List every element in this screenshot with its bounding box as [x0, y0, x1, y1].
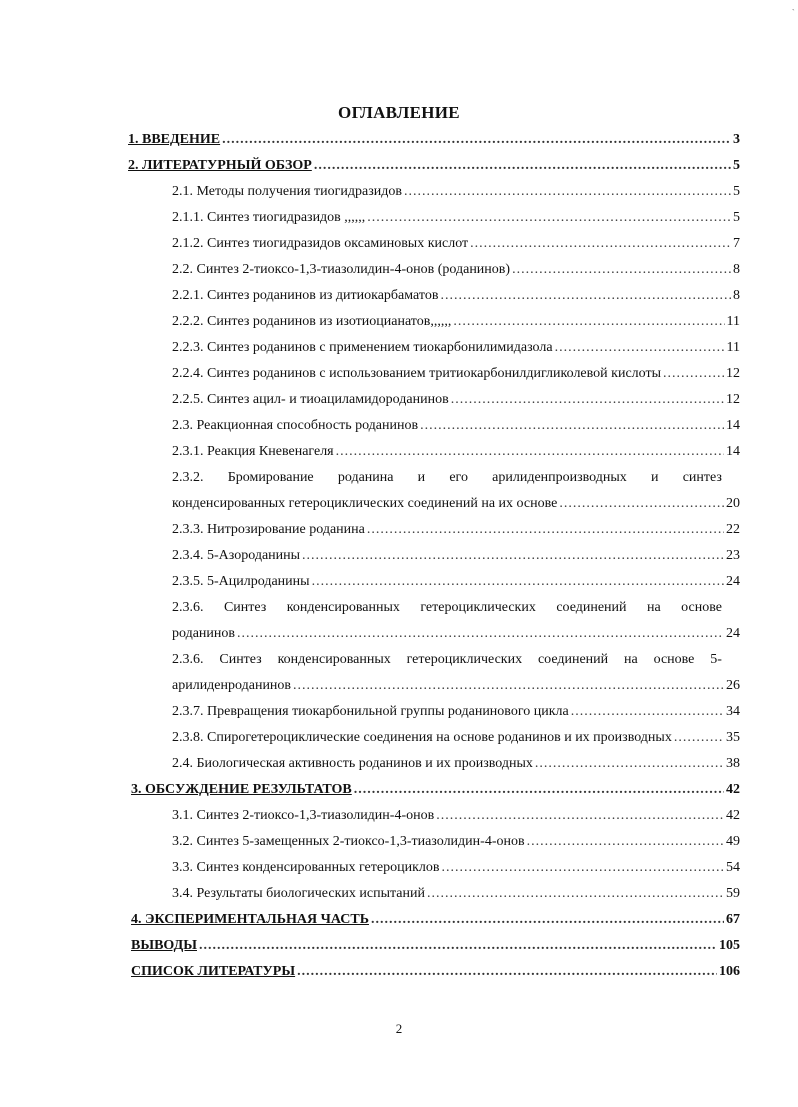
word: гетероциклических: [420, 600, 536, 615]
toc-entry-label: 2.2.4. Синтез роданинов с использованием тритиокарбонилдигликолевой кислоты: [172, 366, 661, 381]
page-title: ОГЛАВЛЕНИЕ: [338, 103, 460, 122]
toc-entry-2-3-4[interactable]: [172, 548, 740, 564]
toc-leader: [427, 886, 724, 902]
toc-entry-2-3-5[interactable]: [172, 574, 740, 590]
toc-entry-label: роданинов: [172, 626, 236, 641]
word: соединений: [556, 600, 627, 615]
toc-leader: [354, 782, 724, 798]
toc-entry-label: 2.2.2. Синтез роданинов из изотиоцианатов,,,,,,: [172, 314, 452, 329]
toc-entry-page: 54: [726, 860, 740, 875]
toc-leader: [436, 808, 724, 824]
toc-entry-page: 24: [726, 626, 740, 641]
toc-entry-experimental[interactable]: [131, 912, 740, 928]
toc-entry-page: 7: [733, 236, 740, 251]
toc-entry-label: 2.3. Реакционная способность роданинов: [172, 418, 419, 433]
word: и: [417, 470, 426, 485]
toc-entry-2-1-2[interactable]: [172, 236, 740, 252]
toc-entry-label: 4. ЭКСПЕРИМЕНТАЛЬНАЯ ЧАСТЬ: [131, 912, 369, 927]
toc-entry-2-3-1[interactable]: [172, 444, 740, 460]
toc-entry-label: 2.3.8. Спирогетероциклические соединения на основе роданинов и их производных: [172, 730, 672, 745]
toc-entry-label: 2.2. Синтез 2-тиоксо-1,3-тиазолидин-4-онов (роданинов): [172, 262, 511, 277]
toc-entry-page: 11: [726, 340, 740, 355]
toc-leader: [470, 236, 731, 252]
toc-entry-page: 35: [726, 730, 740, 745]
toc-leader: [674, 730, 724, 746]
toc-leader: [199, 938, 717, 954]
toc-entry-2-3-7[interactable]: [172, 704, 740, 720]
toc-entry-page: 11: [726, 314, 740, 329]
toc-entry-2-4[interactable]: [172, 756, 740, 772]
toc-entry-2-2-5[interactable]: [172, 392, 740, 408]
word: роданина: [337, 470, 394, 485]
word: на: [646, 600, 661, 615]
toc-entry-label: 2.3.1. Реакция Кневенагеля: [172, 444, 334, 459]
toc-entry-2-3-3[interactable]: [172, 522, 740, 538]
toc-entry-3-4[interactable]: [172, 886, 740, 902]
toc-leader: [451, 392, 724, 408]
toc-leader: [336, 444, 724, 460]
toc-entry-label: 2.2.5. Синтез ацил- и тиоациламидороданинов: [172, 392, 449, 407]
toc-entry-label: 3.3. Синтез конденсированных гетероциклов: [172, 860, 440, 875]
toc-entry-page: 5: [733, 184, 740, 199]
word: 2.3.6.: [172, 600, 204, 615]
word: 2.3.6.: [172, 652, 204, 667]
toc-entry-2-3-6a-first-line: [172, 600, 722, 616]
word: гетероциклических: [406, 652, 523, 667]
toc-leader: [371, 912, 724, 928]
toc-entry-page: 42: [726, 782, 740, 797]
word: соединений: [537, 652, 609, 667]
word: основе: [681, 600, 722, 615]
toc-entry-label: 2.1.1. Синтез тиогидразидов ,,,,,,: [172, 210, 366, 225]
toc-entry-2-2[interactable]: [172, 262, 740, 278]
toc-entry-page: 106: [719, 964, 740, 979]
word: Синтез: [219, 652, 262, 667]
toc-leader: [512, 262, 731, 278]
word: 2.3.2.: [172, 470, 204, 485]
toc-entry-references[interactable]: [131, 964, 740, 980]
toc-leader: [367, 210, 731, 226]
toc-entry-page: 5: [733, 210, 740, 225]
word: основе: [653, 652, 695, 667]
toc-entry-2-3-2[interactable]: [172, 496, 740, 512]
toc-entry-2-3-8[interactable]: [172, 730, 740, 746]
toc-entry-label: 3. ОБСУЖДЕНИЕ РЕЗУЛЬТАТОВ: [131, 782, 352, 797]
toc-entry-label: конденсированных гетероциклических соединений на их основе: [172, 496, 558, 511]
toc-leader: [535, 756, 724, 772]
toc-entry-page: 105: [719, 938, 740, 953]
toc-entry-2-2-2[interactable]: [172, 314, 740, 330]
toc-entry-2-2-1[interactable]: [172, 288, 740, 304]
toc-entry-label: 2. ЛИТЕРАТУРНЫЙ ОБЗОР: [128, 158, 312, 173]
word: Бромирование: [227, 470, 314, 485]
word: синтез: [682, 470, 722, 485]
word: и: [651, 470, 659, 485]
toc-entry-page: 14: [726, 418, 740, 433]
toc-leader: [559, 496, 724, 512]
word: конденсированных: [277, 652, 391, 667]
toc-entry-page: 8: [733, 262, 740, 277]
toc-leader: [571, 704, 724, 720]
toc-entry-2-2-3[interactable]: [172, 340, 740, 356]
toc-entry-label: ВЫВОДЫ: [131, 938, 197, 953]
toc-entry-label: 2.4. Биологическая активность роданинов и их производных: [172, 756, 533, 771]
toc-entry-page: 8: [733, 288, 740, 303]
toc-entry-label: СПИСОК ЛИТЕРАТУРЫ: [131, 964, 296, 979]
toc-entry-page: 20: [726, 496, 740, 511]
toc-entry-page: 3: [733, 132, 740, 147]
toc-leader: [440, 288, 731, 304]
toc-entry-page: 14: [726, 444, 740, 459]
toc-entry-page: 34: [726, 704, 740, 719]
toc-entry-label: 2.2.3. Синтез роданинов с применением тиокарбонилимидазола: [172, 340, 553, 355]
toc-leader: [555, 340, 725, 356]
toc-entry-label: арилиденроданинов: [172, 678, 292, 693]
toc-entry-label: 2.2.1. Синтез роданинов из дитиокарбаматов: [172, 288, 439, 303]
toc-leader: [312, 574, 724, 590]
toc-entry-label: 2.1.2. Синтез тиогидразидов оксаминовых кислот: [172, 236, 469, 251]
toc-leader: [302, 548, 724, 564]
word: арилиденпроизводных: [492, 470, 627, 485]
toc-entry-label: 3.4. Результаты биологических испытаний: [172, 886, 425, 901]
toc-entry-page: 22: [726, 522, 740, 537]
toc-entry-page: 42: [726, 808, 740, 823]
toc-entry-label: 2.1. Методы получения тиогидразидов: [172, 184, 402, 199]
toc-leader: [314, 158, 731, 174]
toc-entry-2-2-4[interactable]: [172, 366, 740, 382]
toc-entry-label: 1. ВВЕДЕНИЕ: [128, 132, 221, 147]
toc-entry-label: 2.3.5. 5-Ацилроданины: [172, 574, 310, 589]
toc-entry-page: 59: [726, 886, 740, 901]
toc-leader: [420, 418, 724, 434]
toc-entry-page: 38: [726, 756, 740, 771]
toc-leader: [293, 678, 724, 694]
toc-entry-2-3-6a[interactable]: [172, 626, 740, 642]
toc-entry-3-2[interactable]: [172, 834, 740, 850]
toc-leader: [367, 522, 724, 538]
toc-leader: [453, 314, 724, 330]
toc-leader: [442, 860, 725, 876]
word: 5-: [710, 652, 722, 667]
word: его: [449, 470, 468, 485]
word: Синтез: [223, 600, 267, 615]
toc-entry-3-1[interactable]: [172, 808, 740, 824]
word: на: [624, 652, 638, 667]
toc-entry-2-3-6b[interactable]: [172, 678, 740, 694]
toc-leader: [237, 626, 724, 642]
page-number: 2: [395, 1021, 403, 1036]
toc-entry-conclusions[interactable]: [131, 938, 740, 954]
toc-entry-page: 12: [726, 392, 740, 407]
toc-entry-2-3-6b-first-line: [172, 652, 722, 668]
toc-entry-page: 49: [726, 834, 740, 849]
toc-entry-discussion[interactable]: [131, 782, 740, 798]
toc-entry-label: 2.3.7. Превращения тиокарбонильной группы роданинового цикла: [172, 704, 569, 719]
toc-entry-label: 2.3.4. 5-Азороданины: [172, 548, 301, 563]
toc-entry-label: 3.1. Синтез 2-тиоксо-1,3-тиазолидин-4-онов: [172, 808, 435, 823]
corner-mark: ˎ: [791, 0, 795, 11]
toc-leader: [222, 132, 731, 148]
toc-leader: [297, 964, 717, 980]
toc-leader: [527, 834, 724, 850]
toc-entry-2-3-2-first-line: [172, 470, 722, 486]
word: конденсированных: [286, 600, 400, 615]
toc-entry-label: 3.2. Синтез 5-замещенных 2-тиоксо-1,3-тиазолидин-4-онов: [172, 834, 525, 849]
toc-leader: [663, 366, 724, 382]
toc-entry-literature-review[interactable]: [128, 158, 740, 174]
toc-entry-3-3[interactable]: [172, 860, 740, 876]
toc-entry-page: 23: [726, 548, 740, 563]
toc-entry-page: 24: [726, 574, 740, 589]
toc-entry-page: 12: [726, 366, 740, 381]
toc-entry-2-1-1[interactable]: [172, 210, 740, 226]
toc-entry-introduction[interactable]: [128, 132, 740, 148]
toc-entry-page: 26: [726, 678, 740, 693]
toc-leader: [404, 184, 731, 200]
toc-entry-page: 5: [733, 158, 740, 173]
toc-entry-2-3[interactable]: [172, 418, 740, 434]
toc-entry-label: 2.3.3. Нитрозирование роданина: [172, 522, 365, 537]
toc-entry-page: 67: [726, 912, 740, 927]
toc-entry-2-1[interactable]: [172, 184, 740, 200]
